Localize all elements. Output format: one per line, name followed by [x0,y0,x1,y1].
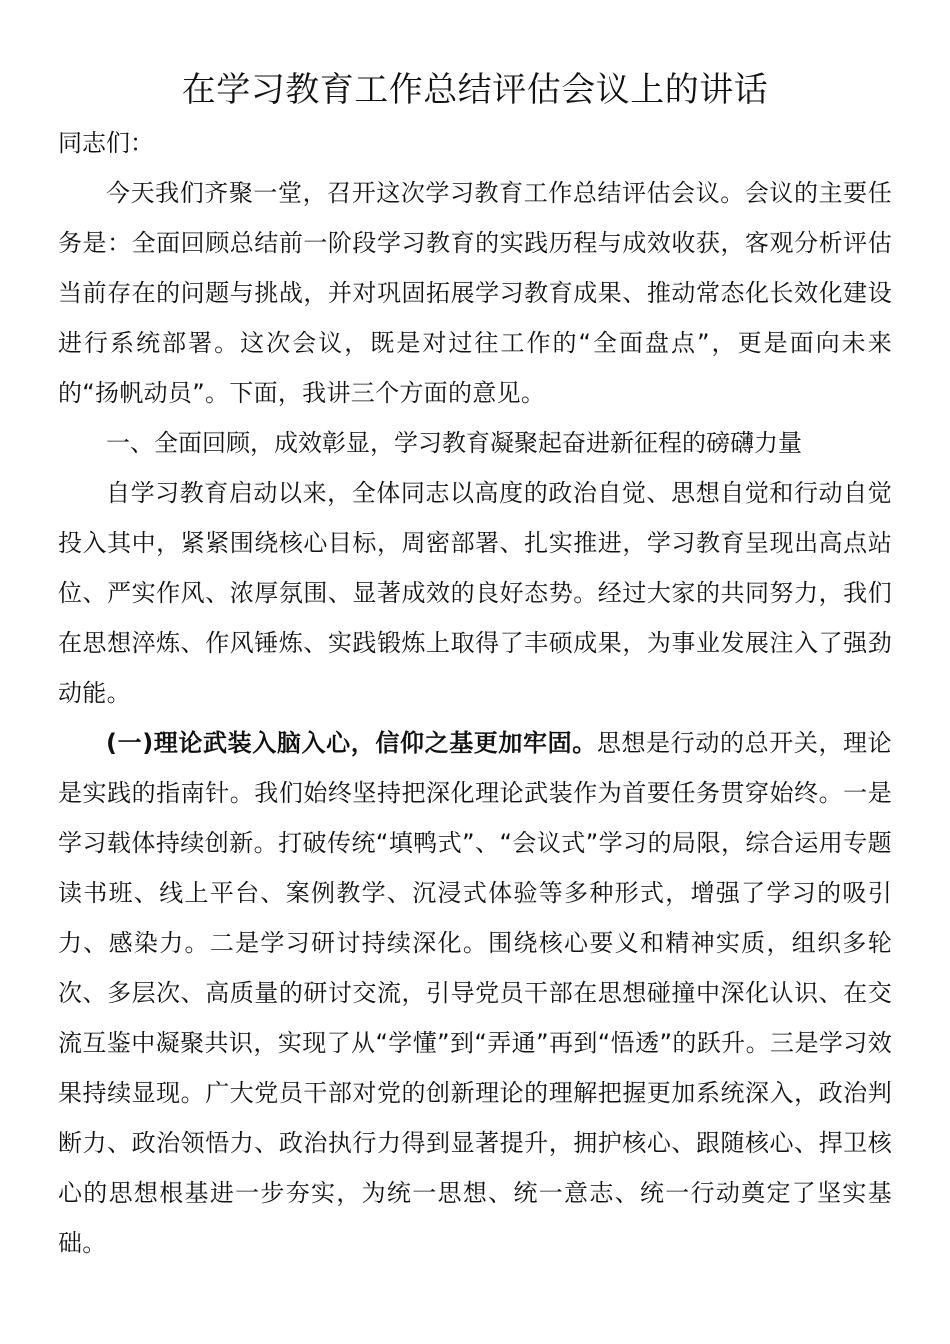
intro-paragraph: 今天我们齐聚一堂，召开这次学习教育工作总结评估会议。会议的主要任务是：全面回顾总结前一阶段学习教育的实践历程与成效收获，客观分析评估当前存在的问题与挑战，并对巩固拓展学习教育成果、推动常态化长效化建设进行系统部署。这次会议，既是对过往工作的“全面盘点”，更是面向未来的“扬帆动员”。下面，我讲三个方面的意见。 [58,179,892,407]
salutation: 同志们： [58,129,154,157]
section-paragraph: 自学习教育启动以来，全体同志以高度的政治自觉、思想自觉和行动自觉投入其中，紧紧围绕核心目标，周密部署、扎实推进，学习教育呈现出高点站位、严实作风、浓厚氛围、显著成效的良好态势。经过大家的共同努力，我们在思想淬炼、作风锤炼、实践锻炼上取得了丰硕成果，为事业发展注入了强劲动能。 [58,479,892,707]
document-title: 在学习教育工作总结评估会议上的讲话 [181,70,769,110]
subsection-body: 思想是行动的总开关，理论是实践的指南针。我们始终坚持把深化理论武装作为首要任务贯穿始终。一是学习载体持续创新。打破传统“填鸭式”、“会议式”学习的局限，综合运用专题读书班、线上平台、案例教学、沉浸式体验等多种形式，增强了学习的吸引力、感染力。二是学习研讨持续深化。围绕核心要义和精神实质，组织多轮次、多层次、高质量的研讨交流，引导党员干部在思想碰撞中深化认识、在交流互鉴中凝聚共识，实现了从“学懂”到“弄通”再到“悟透”的跃升。三是学习效果持续显现。广大党员干部对党的创新理论的理解把握更加系统深入，政治判断力、政治领悟力、政治执行力得到显著提升，拥护核心、跟随核心、捍卫核心的思想根基进一步夯实，为统一思想、统一意志、统一行动奠定了坚实基础。 [58,729,892,1257]
subsection-paragraph [58,718,892,1268]
subsection-heading: (一)理论武装入脑入心，信仰之基更加牢固。 [106,729,597,757]
section-heading: 一、全面回顾，成效彰显，学习教育凝聚起奋进新征程的磅礴力量 [106,429,802,457]
